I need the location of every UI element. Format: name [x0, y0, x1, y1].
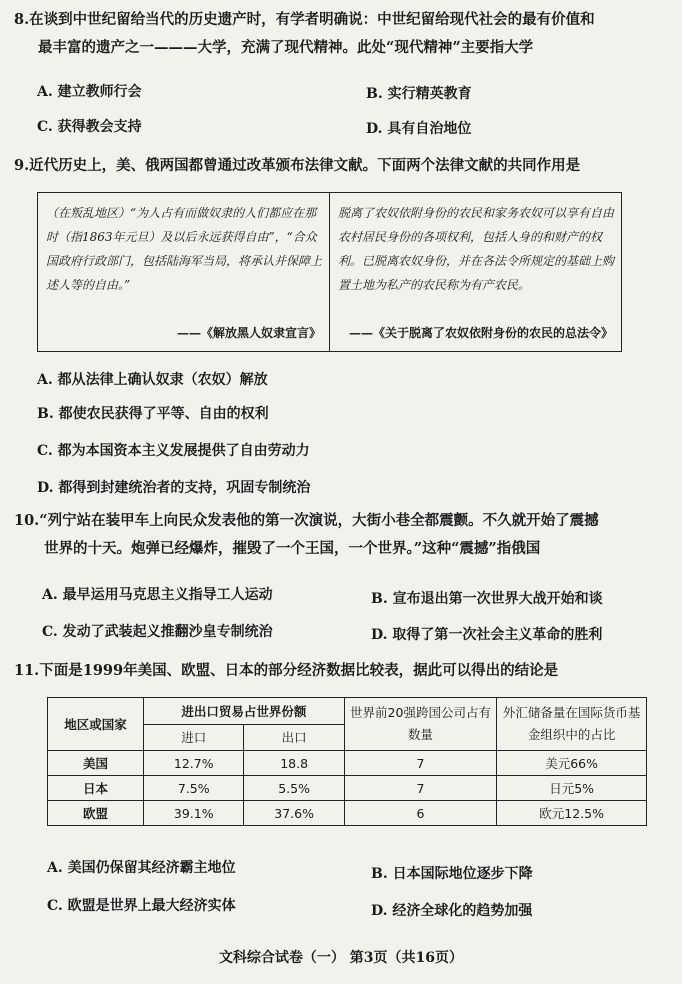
question-8-line-1: 8.在谈到中世纪留给当代的历史遗产时，有学者明确说：中世纪留给现代社会的最有价值和	[14, 11, 595, 28]
q9-option-d: D. 都得到封建统治者的支持，巩固专制统治	[37, 480, 311, 496]
q9-source-1-citation: ——《解放黑人奴隶宣言》	[176, 326, 321, 340]
q11-option-b: B. 日本国际地位逐步下降	[371, 866, 533, 882]
question-10-line-2: 世界的十天。炮弹已经爆炸，摧毁了一个王国，一个世界。”这种“震撼”指俄国	[44, 540, 541, 557]
table-header-region: 地区或国家	[48, 698, 144, 751]
table-row	[48, 801, 647, 826]
q10-option-d: D. 取得了第一次社会主义革命的胜利	[371, 627, 603, 643]
q11-option-d: D. 经济全球化的趋势加强	[371, 903, 533, 919]
question-9: 9.近代历史上，美、俄两国都曾通过改革颁布法律文献。下面两个法律文献的共同作用是	[14, 157, 581, 174]
table-header-trade: 进出口贸易占世界份额	[144, 698, 345, 725]
table-cell-import: 39.1%	[144, 801, 244, 826]
q8-option-b: B. 实行精英教育	[366, 86, 472, 102]
table-cell-region: 日本	[48, 776, 144, 801]
table-cell-export: 5.5%	[244, 776, 344, 801]
table-cell-mnc: 7	[344, 751, 496, 776]
page-footer: 文科综合试卷（一） 第3页（共16页）	[218, 950, 464, 966]
table-header-import: 进口	[144, 724, 244, 751]
question-10	[14, 507, 669, 563]
q8-option-d: D. 具有自治地位	[366, 121, 472, 137]
q8-option-c: C. 获得教会支持	[37, 119, 142, 135]
q9-source-1	[38, 193, 329, 351]
q9-option-c: C. 都为本国资本主义发展提供了自由劳动力	[37, 443, 310, 459]
q9-source-2	[329, 193, 621, 351]
q11-option-a: A. 美国仍保留其经济霸主地位	[47, 860, 236, 876]
question-10-line-1: 10.“列宁站在装甲车上向民众发表他的第一次演说，大街小巷全都震颤。不久就开始了震撼	[14, 512, 599, 529]
table-cell-export: 37.6%	[244, 801, 344, 826]
table-cell-import: 7.5%	[144, 776, 244, 801]
question-8-line-2: 最丰富的遗产之一———大学，充满了现代精神。此处“现代精神”主要指大学	[38, 39, 534, 56]
table-cell-import: 12.7%	[144, 751, 244, 776]
table-cell-mnc: 7	[344, 776, 496, 801]
q9-source-2-citation: ——《关于脱离了农奴依附身份的农民的总法令》	[348, 326, 613, 340]
table-cell-region: 欧盟	[48, 801, 144, 826]
q10-option-c: C. 发动了武装起义推翻沙皇专制统治	[42, 624, 273, 640]
table-cell-reserve: 美元66%	[497, 751, 647, 776]
table-cell-mnc: 6	[344, 801, 496, 826]
q9-source-box	[37, 192, 622, 352]
q9-option-b: B. 都使农民获得了平等、自由的权利	[37, 406, 269, 422]
table-row	[48, 751, 647, 776]
q9-option-a: A. 都从法律上确认奴隶（农奴）解放	[37, 372, 268, 388]
q9-source-1-text: （在叛乱地区）“为人占有而做奴隶的人们都应在那时（指1863年元旦）及以后永远获得自由”，“合众国政府行政部门，包括陆海军当局，将承认并保障上述人等的自由。”	[46, 206, 323, 292]
table-cell-reserve: 欧元12.5%	[497, 801, 647, 826]
table-header-export: 出口	[244, 724, 344, 751]
q8-option-a: A. 建立教师行会	[37, 84, 142, 100]
table-cell-region: 美国	[48, 751, 144, 776]
question-11: 11.下面是1999年美国、欧盟、日本的部分经济数据比较表，据此可以得出的结论是	[14, 662, 559, 679]
table-cell-export: 18.8	[244, 751, 344, 776]
q11-option-c: C. 欧盟是世界上最大经济实体	[47, 898, 236, 914]
q10-option-b: B. 宣布退出第一次世界大战开始和谈	[371, 591, 603, 607]
table-header-mnc: 世界前20强跨国公司占有数量	[344, 698, 496, 751]
table-cell-reserve: 日元5%	[497, 776, 647, 801]
q10-option-a: A. 最早运用马克思主义指导工人运动	[42, 587, 273, 603]
table-header-row	[48, 698, 647, 725]
question-8	[14, 6, 669, 62]
table-row	[48, 776, 647, 801]
q11-data-table	[47, 697, 647, 826]
table-header-reserve: 外汇储备量在国际货币基金组织中的占比	[497, 698, 647, 751]
q9-source-2-text: 脱离了农奴依附身份的农民和家务农奴可以享有自由农村居民身份的各项权利，包括人身的和财产的权利。已脱离农奴身份，并在各法令所规定的基础上购置土地为私产的农民称为有产农民。	[338, 206, 615, 292]
